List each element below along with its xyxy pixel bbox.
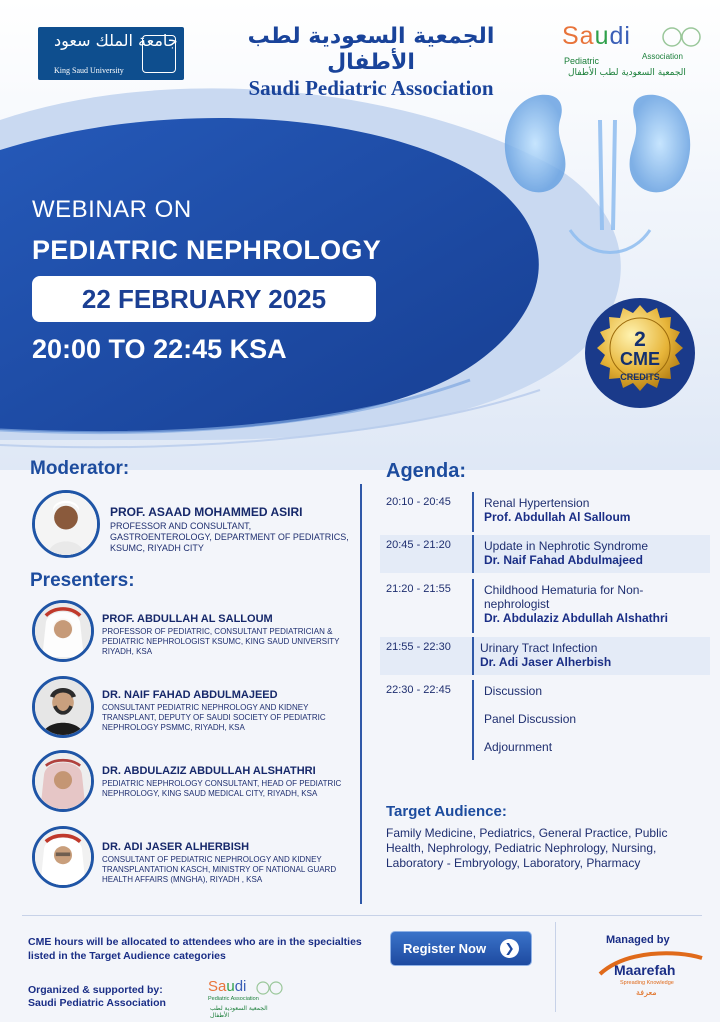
ksu-logo xyxy=(38,27,184,80)
agenda-topic xyxy=(484,496,708,524)
agenda-panel-discussion: Panel Discussion xyxy=(484,712,577,726)
register-now-button[interactable] xyxy=(390,931,532,966)
agenda-time: 20:45 - 21:20 xyxy=(386,539,451,551)
presenter-name: DR. ADI JASER ALHERBISH xyxy=(102,841,250,853)
presenter-info xyxy=(102,688,352,733)
agenda-row-divider xyxy=(472,637,474,675)
agenda-title: Urinary Tract Infection xyxy=(480,641,598,655)
agenda-row-divider xyxy=(472,535,474,573)
saudi-logo-arabic: الجمعية السعودية لطب الأطفال xyxy=(568,68,686,78)
webinar-topic: PEDIATRIC NEPHROLOGY xyxy=(32,235,382,265)
moderator-desc: PROFESSOR AND CONSULTANT, GASTROENTEROLOGY, DEPARTMENT OF PEDIATRICS, KSUMC, RIYADH CITY xyxy=(110,521,349,553)
footer-column-divider xyxy=(555,922,556,1012)
presenter-desc: PROFESSOR OF PEDIATRIC, CONSULTANT PEDIATRICIAN & PEDIATRIC NEPHROLOGIST KSUMC, KING SAUD UNIVERSITY RIYADH, KSA xyxy=(102,627,340,656)
presenter-avatar xyxy=(32,826,94,888)
ksu-arabic-name: جامعة الملك سعود xyxy=(54,31,178,50)
moderator-heading: Moderator: xyxy=(30,458,130,479)
organized-by xyxy=(28,984,166,1010)
event-date: 22 FEBRUARY 2025 xyxy=(81,284,327,314)
agenda-heading: Agenda: xyxy=(386,460,466,482)
spa-title-block xyxy=(230,24,512,100)
agenda-row-divider xyxy=(472,579,474,633)
footer-saudi-logo xyxy=(208,978,286,1019)
target-audience-body: Family Medicine, Pediatrics, General Practice, Public Health, Nephrology, Pediatric Nephrology, Nursing, Laboratory - Embryology, Laboratory, Pharmacy xyxy=(386,826,668,870)
ksu-english-name: King Saud University xyxy=(54,66,124,75)
organized-label: Organized & supported by: xyxy=(28,984,163,996)
footer-divider xyxy=(22,915,702,916)
maarefah-logo xyxy=(596,948,706,1004)
presenter-avatar xyxy=(32,676,94,738)
footer-saudi-arabic: الجمعية السعودية لطب الأطفال xyxy=(210,1005,268,1019)
organizer-name: Saudi Pediatric Association xyxy=(28,997,166,1009)
column-divider xyxy=(360,484,362,904)
agenda-topic xyxy=(484,539,708,567)
cme-note: CME hours will be allocated to attendees who are in the specialties listed in the Target Audience categories xyxy=(28,936,362,962)
agenda-topic xyxy=(484,684,708,754)
moderator-name: PROF. ASAAD MOHAMMED ASIRI xyxy=(110,505,303,519)
presenter-info xyxy=(102,764,352,799)
cme-number: 2 xyxy=(634,328,646,351)
presenter-info xyxy=(102,612,352,657)
presenter-avatar xyxy=(32,600,94,662)
cme-credits-label: CREDITS xyxy=(620,372,660,382)
agenda-topic xyxy=(480,641,704,669)
spa-arabic-title: الجمعية السعودية لطب الأطفال xyxy=(247,24,495,75)
ksu-seal-icon xyxy=(142,35,176,73)
presenter-info xyxy=(102,840,352,885)
maarefah-word: Maarefah xyxy=(614,962,676,978)
agenda-time: 20:10 - 20:45 xyxy=(386,496,451,508)
footer-saudi-sub: Pediatric Association xyxy=(208,996,259,1002)
agenda-speaker: Dr. Naif Fahad Abdulmajeed xyxy=(484,553,643,567)
presenters-heading: Presenters: xyxy=(30,570,135,591)
webinar-label: WEBINAR ON xyxy=(32,196,192,223)
agenda-row xyxy=(380,579,710,633)
saudi-logo-association: Association xyxy=(642,52,683,61)
presenter-desc: PEDIATRIC NEPHROLOGY CONSULTANT, HEAD OF PEDIATRIC NEPHROLOGY, KING SAUD MEDICAL CITY, RIYADH, KSA xyxy=(102,779,342,798)
agenda-row xyxy=(380,492,710,532)
target-audience-heading: Target Audience: xyxy=(386,803,507,820)
agenda-title: Childhood Hematuria for Non-nephrologist xyxy=(484,583,644,611)
saudi-logo-word: Saudi xyxy=(562,22,631,50)
register-label: Register Now xyxy=(403,941,487,956)
presenter-name: DR. NAIF FAHAD ABDULMAJEED xyxy=(102,689,278,701)
maarefah-arabic: معرفة xyxy=(636,988,657,997)
agenda-time: 21:55 - 22:30 xyxy=(386,641,451,653)
presenter-name: PROF. ABDULLAH AL SALLOUM xyxy=(102,613,273,625)
presenter-desc: CONSULTANT OF PEDIATRIC NEPHROLOGY AND KIDNEY TRANSPLANTATION KASCH, MINISTRY OF NATIONAL GUARD HEALTH AFFAIRS (MNGHA), RIYADH , KSA xyxy=(102,855,337,884)
agenda-time: 21:20 - 21:55 xyxy=(386,583,451,595)
agenda-row-divider xyxy=(472,492,474,532)
maarefah-tagline: Spreading Knowledge xyxy=(620,980,674,986)
agenda-title: Renal Hypertension xyxy=(484,496,590,510)
cme-credits-badge xyxy=(584,297,696,409)
moderator-info xyxy=(110,505,355,554)
presenter-avatar xyxy=(32,750,94,812)
presenter-name: DR. ABDULAZIZ ABDULLAH ALSHATHRI xyxy=(102,765,316,777)
children-faces-icon xyxy=(662,24,702,50)
agenda-topic xyxy=(484,583,708,625)
agenda-speaker: Dr. Abdulaziz Abdullah Alshathri xyxy=(484,611,669,625)
agenda-title: Discussion xyxy=(484,684,543,698)
agenda-row-divider xyxy=(472,680,474,760)
spa-english-title: Saudi Pediatric Association xyxy=(248,76,494,100)
agenda-title: Update in Nephrotic Syndrome xyxy=(484,539,649,553)
chevron-right-icon: ❯ xyxy=(500,939,519,958)
saudi-pediatric-logo xyxy=(562,22,702,86)
agenda-speaker: Dr. Adi Jaser Alherbish xyxy=(480,655,612,669)
moderator-avatar xyxy=(32,490,100,558)
event-time: 20:00 TO 22:45 KSA xyxy=(32,334,287,364)
managed-by-label: Managed by xyxy=(606,934,670,946)
agenda-time: 22:30 - 22:45 xyxy=(386,684,451,696)
footer-saudi-word: Saudi xyxy=(208,978,247,995)
children-faces-icon xyxy=(256,980,284,996)
agenda-row xyxy=(380,637,710,675)
agenda-row xyxy=(380,535,710,573)
presenter-desc: CONSULTANT PEDIATRIC NEPHROLOGY AND KIDNEY TRANSPLANT, DEPUTY OF SAUDI SOCIETY OF PEDIATRIC NEPHROLOGY PSMMC, RIYADH, KSA xyxy=(102,703,326,732)
agenda-row xyxy=(380,680,710,760)
date-pill xyxy=(32,276,376,322)
cme-label: CME xyxy=(620,349,660,369)
agenda-speaker: Prof. Abdullah Al Salloum xyxy=(484,510,631,524)
agenda-adjournment: Adjournment xyxy=(484,740,553,754)
saudi-logo-pediatric: Pediatric xyxy=(564,56,600,66)
